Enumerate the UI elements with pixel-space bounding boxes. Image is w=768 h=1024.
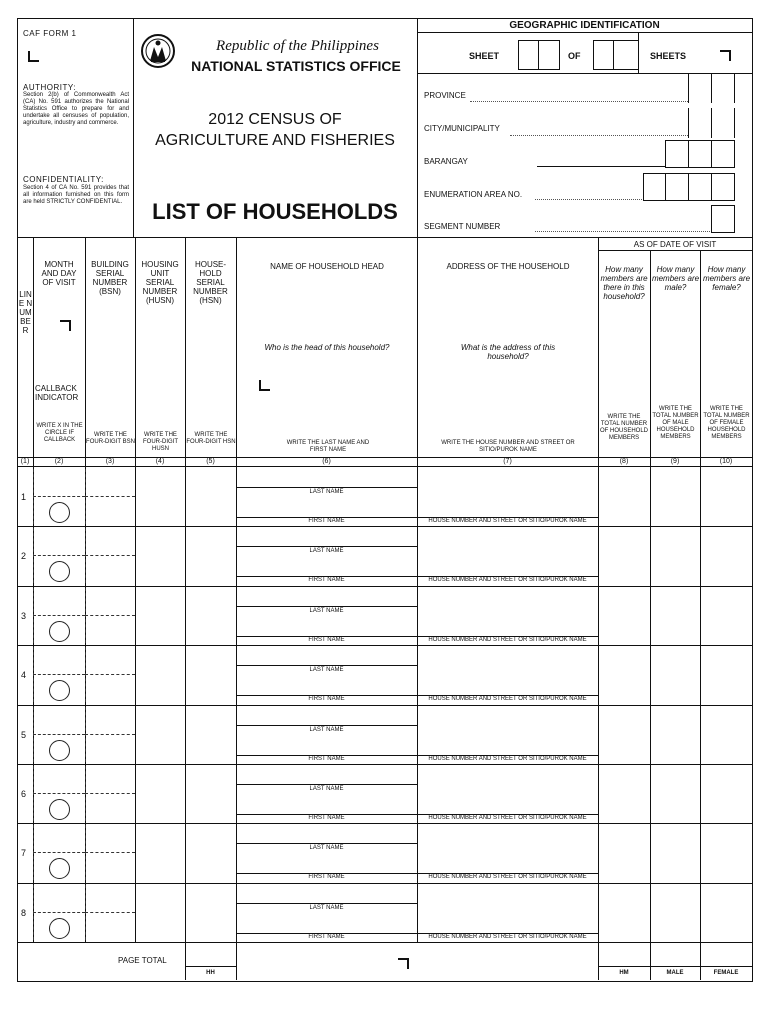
line-number: 8: [21, 908, 27, 918]
authority-text: Section 2(b) of Commonwealth Act (CA) No. 591 authorizes the National Statistics Office to prepare for and undertake all censuses of population, agriculture, industry and commerce.: [23, 92, 129, 126]
province-box-a: [688, 73, 689, 103]
male-field[interactable]: [651, 588, 699, 643]
header-divider-2: [417, 18, 418, 237]
col2-instruction: WRITE X IN THE CIRCLE IF CALLBACK: [36, 423, 83, 443]
col5-instruction: WRITE THE FOUR-DIGIT HSN: [186, 432, 236, 445]
callback-divider: [33, 793, 85, 794]
last-name-top: [236, 725, 417, 726]
bsn-field[interactable]: [86, 647, 134, 702]
as-of-line: [598, 250, 752, 251]
first-name-label: FIRST NAME: [308, 934, 345, 940]
col-num-4: (4): [155, 458, 165, 465]
bsn-field[interactable]: [86, 766, 134, 821]
address-label: HOUSE NUMBER AND STREET OR SITIO/PUROK NAME: [428, 696, 587, 702]
col-dash-left: [33, 707, 34, 762]
row-bottom-line: [17, 526, 752, 527]
col8-instruction: WRITE THE TOTAL NUMBER OF HOUSEHOLD MEMBERS: [599, 414, 648, 441]
hsn-field[interactable]: [186, 885, 235, 940]
row-bottom-line: [17, 705, 752, 706]
segment-field[interactable]: [535, 231, 710, 232]
callback-divider: [33, 674, 85, 675]
segment-box[interactable]: [711, 205, 735, 233]
col3-instruction: WRITE THE FOUR-DIGIT BSN: [86, 432, 135, 445]
members-field[interactable]: [599, 707, 649, 762]
col-dash-left: [33, 766, 34, 821]
callback-circle[interactable]: [49, 918, 70, 939]
sheets-divider: [638, 32, 639, 73]
address-label: HOUSE NUMBER AND STREET OR SITIO/PUROK NAME: [428, 874, 587, 880]
ea-box-4[interactable]: [711, 173, 735, 201]
hsn-field[interactable]: [186, 766, 235, 821]
first-name-label: FIRST NAME: [308, 874, 345, 880]
address-label: HOUSE NUMBER AND STREET OR SITIO/PUROK NAME: [428, 518, 587, 524]
address-label: HOUSE NUMBER AND STREET OR SITIO/PUROK NAME: [428, 934, 587, 940]
last-name-top: [236, 606, 417, 607]
bsn-field[interactable]: [86, 707, 134, 762]
row-bottom-line: [17, 764, 752, 765]
last-name-label: LAST NAME: [309, 489, 344, 495]
female-field[interactable]: [701, 469, 751, 524]
husn-field[interactable]: [136, 707, 184, 762]
sheets-box-1[interactable]: [593, 40, 615, 70]
husn-field[interactable]: [136, 885, 184, 940]
callback-circle[interactable]: [49, 740, 70, 761]
last-name-label: LAST NAME: [309, 727, 344, 733]
col-num-5: (5): [206, 458, 215, 465]
col-num-9: (9): [670, 458, 680, 465]
form-code: CAF FORM 1: [23, 29, 77, 38]
bsn-field[interactable]: [86, 588, 134, 643]
barangay-label: BARANGAY: [424, 157, 468, 166]
bsn-field[interactable]: [86, 528, 134, 583]
members-field[interactable]: [599, 766, 649, 821]
callback-divider: [33, 555, 85, 556]
last-name-top: [236, 665, 417, 666]
hsn-field[interactable]: [186, 469, 235, 524]
sheet-label: SHEET: [469, 51, 500, 61]
last-name-top: [236, 546, 417, 547]
female-field[interactable]: [701, 766, 751, 821]
census-line-1: 2012 CENSUS OF: [208, 111, 342, 128]
members-field[interactable]: [599, 469, 649, 524]
col7-question: What is the address of this household?: [460, 343, 556, 361]
sheet-box-1[interactable]: [518, 40, 540, 70]
col4-instruction: WRITE THE FOUR-DIGIT HUSN: [143, 432, 178, 452]
male-field[interactable]: [651, 528, 699, 583]
male-field[interactable]: [651, 707, 699, 762]
callback-heading: CALLBACK INDICATOR: [35, 384, 79, 402]
totals-underline[interactable]: [598, 966, 752, 967]
callback-circle[interactable]: [49, 561, 70, 582]
last-name-label: LAST NAME: [309, 845, 344, 851]
page-total-label: PAGE TOTAL: [118, 956, 167, 965]
geo-title: GEOGRAPHIC IDENTIFICATION: [509, 20, 660, 31]
address-label: HOUSE NUMBER AND STREET OR SITIO/PUROK NAME: [428, 756, 587, 762]
line-number: 1: [21, 492, 27, 502]
last-name-label: LAST NAME: [309, 548, 344, 554]
barangay-box-3[interactable]: [711, 140, 735, 168]
members-field[interactable]: [599, 885, 649, 940]
female-field[interactable]: [701, 588, 751, 643]
col9-question: How many members are male?: [651, 265, 700, 292]
col-dash-left: [33, 469, 34, 524]
agency-name: NATIONAL STATISTICS OFFICE: [191, 58, 401, 74]
as-of-label: AS OF DATE OF VISIT: [633, 240, 717, 249]
ea-label: ENUMERATION AREA NO.: [424, 190, 523, 199]
row-bottom-line: [17, 645, 752, 646]
col-line-6: [417, 237, 418, 942]
republic-text: Republic of the Philippines: [216, 38, 379, 54]
husn-field[interactable]: [136, 825, 184, 880]
hh-underline[interactable]: [185, 966, 236, 967]
col7-heading: ADDRESS OF THE HOUSEHOLD: [446, 262, 570, 271]
bsn-field[interactable]: [86, 469, 134, 524]
sheets-label: SHEETS: [650, 51, 687, 61]
row-bottom-line: [17, 823, 752, 824]
male-field[interactable]: [651, 469, 699, 524]
first-name-label: FIRST NAME: [308, 577, 345, 583]
members-field[interactable]: [599, 647, 649, 702]
last-name-label: LAST NAME: [309, 905, 344, 911]
address-label: HOUSE NUMBER AND STREET OR SITIO/PUROK NAME: [428, 815, 587, 821]
ea-box-2[interactable]: [665, 173, 689, 201]
segment-label: SEGMENT NUMBER: [424, 222, 501, 231]
female-field[interactable]: [701, 528, 751, 583]
husn-field[interactable]: [136, 647, 184, 702]
sheets-box-2[interactable]: [613, 40, 639, 70]
province-box-b: [711, 73, 712, 103]
hsn-field[interactable]: [186, 707, 235, 762]
sheet-row-line: [417, 73, 752, 74]
female-field[interactable]: [701, 707, 751, 762]
col-dash-left: [33, 647, 34, 702]
callback-divider: [33, 852, 85, 853]
callback-divider: [33, 615, 85, 616]
husn-field[interactable]: [136, 588, 184, 643]
members-field[interactable]: [599, 528, 649, 583]
male-label: MALE: [666, 970, 684, 976]
female-field[interactable]: [701, 825, 751, 880]
husn-field[interactable]: [136, 469, 184, 524]
female-field[interactable]: [701, 647, 751, 702]
col10-instruction: WRITE THE TOTAL NUMBER OF FEMALE HOUSEHOLD MEMBERS: [703, 406, 750, 440]
barangay-box-1[interactable]: [665, 140, 689, 168]
geo-title-line: [417, 32, 752, 33]
province-field[interactable]: [470, 101, 688, 102]
col8-question: How many members are there in this household?: [600, 265, 648, 301]
last-name-label: LAST NAME: [309, 608, 344, 614]
callback-circle[interactable]: [49, 680, 70, 701]
header-divider-1: [133, 18, 134, 237]
col-dash-left: [33, 825, 34, 880]
authority-title: AUTHORITY:: [23, 83, 77, 92]
ea-box-1[interactable]: [643, 173, 667, 201]
col-num-10: (10): [719, 458, 733, 465]
last-name-top: [236, 843, 417, 844]
confidentiality-text: Section 4 of CA No. 591 provides that all information furnished on this form are held STRICTLY CONFIDENTIAL.: [23, 185, 129, 205]
col-number-bottom: [17, 466, 752, 467]
registration-mark-col6: [259, 380, 270, 391]
hsn-field[interactable]: [186, 528, 235, 583]
registration-mark-top-left: [28, 51, 39, 62]
callback-divider: [33, 734, 85, 735]
callback-circle[interactable]: [49, 799, 70, 820]
last-name-top: [236, 903, 417, 904]
husn-field[interactable]: [136, 766, 184, 821]
col6-instruction: WRITE THE LAST NAME AND FIRST NAME: [286, 440, 370, 453]
female-field[interactable]: [701, 885, 751, 940]
nso-seal-icon: [140, 33, 176, 69]
hh-label: HH: [206, 970, 215, 976]
hm-label: HM: [619, 970, 629, 976]
callback-circle[interactable]: [49, 621, 70, 642]
census-line-2: AGRICULTURE AND FISHERIES: [155, 132, 395, 149]
callback-circle[interactable]: [49, 858, 70, 879]
col6-question: Who is the head of this household?: [264, 343, 390, 352]
form-title: LIST OF HOUSEHOLDS: [152, 199, 398, 224]
female-label: FEMALE: [713, 970, 739, 976]
city-box-b: [711, 108, 712, 138]
callback-divider: [33, 912, 85, 913]
line-number: 6: [21, 789, 27, 799]
sheet-box-2[interactable]: [538, 40, 560, 70]
last-name-label: LAST NAME: [309, 786, 344, 792]
city-label: CITY/MUNICIPALITY: [424, 124, 500, 133]
hsn-field[interactable]: [186, 588, 235, 643]
line-number: 7: [21, 848, 27, 858]
barangay-box-2[interactable]: [688, 140, 712, 168]
bsn-field[interactable]: [86, 825, 134, 880]
col-dash-left: [33, 528, 34, 583]
col1-heading: LINE NUMBER: [18, 290, 33, 335]
first-name-label: FIRST NAME: [308, 756, 345, 762]
col6-heading: NAME OF HOUSEHOLD HEAD: [270, 262, 384, 271]
ea-box-3[interactable]: [688, 173, 712, 201]
ea-field[interactable]: [535, 199, 642, 200]
hsn-field[interactable]: [186, 825, 235, 880]
first-name-label: FIRST NAME: [308, 815, 345, 821]
col-num-3: (3): [105, 458, 115, 465]
col10-question: How many members are female?: [702, 265, 751, 292]
registration-mark-top-right: [720, 50, 731, 61]
col-num-1: (1): [20, 458, 30, 465]
row-bottom-line: [17, 586, 752, 587]
registration-mark-col2: [60, 320, 71, 331]
callback-circle[interactable]: [49, 502, 70, 523]
line-number: 5: [21, 730, 27, 740]
col-num-7: (7): [503, 458, 512, 465]
col9-instruction: WRITE THE TOTAL NUMBER OF MALE HOUSEHOLD MEMBERS: [652, 406, 699, 440]
footer-top-line: [17, 942, 752, 943]
confidentiality-title: CONFIDENTIALITY:: [23, 175, 104, 184]
male-field[interactable]: [651, 885, 699, 940]
bsn-field[interactable]: [86, 885, 134, 940]
city-box-c: [734, 108, 735, 138]
province-label: PROVINCE: [424, 91, 466, 100]
hsn-field[interactable]: [186, 647, 235, 702]
last-name-top: [236, 487, 417, 488]
male-field[interactable]: [651, 647, 699, 702]
first-name-label: FIRST NAME: [308, 637, 345, 643]
husn-field[interactable]: [136, 528, 184, 583]
col7-instruction: WRITE THE HOUSE NUMBER AND STREET OR SITIO/PUROK NAME: [441, 440, 575, 453]
col-dash-left: [33, 885, 34, 940]
of-label: OF: [568, 51, 581, 61]
address-label: HOUSE NUMBER AND STREET OR SITIO/PUROK NAME: [428, 577, 587, 583]
col-num-6: (6): [322, 458, 331, 465]
city-field[interactable]: [510, 135, 688, 136]
first-name-label: FIRST NAME: [308, 518, 345, 524]
row-bottom-line: [17, 883, 752, 884]
barangay-field[interactable]: [537, 166, 665, 167]
male-field[interactable]: [651, 825, 699, 880]
first-name-label: FIRST NAME: [308, 696, 345, 702]
address-label: HOUSE NUMBER AND STREET OR SITIO/PUROK NAME: [428, 637, 587, 643]
city-box-a: [688, 108, 689, 138]
col-num-8: (8): [619, 458, 629, 465]
col-num-2: (2): [54, 458, 64, 465]
callback-divider: [33, 496, 85, 497]
col2-heading: MONTH AND DAY OF VISIT: [41, 260, 77, 287]
line-number: 4: [21, 670, 27, 680]
last-name-top: [236, 784, 417, 785]
line-number: 2: [21, 551, 27, 561]
col5-heading: HOUSE- HOLD SERIAL NUMBER (HSN): [193, 260, 228, 305]
header-bottom-line: [17, 237, 752, 238]
members-field[interactable]: [599, 825, 649, 880]
registration-mark-bottom: [398, 958, 409, 969]
col4-heading: HOUSING UNIT SERIAL NUMBER (HUSN): [141, 260, 179, 305]
last-name-label: LAST NAME: [309, 667, 344, 673]
male-field[interactable]: [651, 766, 699, 821]
col-dash-left: [33, 588, 34, 643]
col3-heading: BUILDING SERIAL NUMBER (BSN): [91, 260, 129, 296]
members-field[interactable]: [599, 588, 649, 643]
province-box-c: [734, 73, 735, 103]
line-number: 3: [21, 611, 27, 621]
